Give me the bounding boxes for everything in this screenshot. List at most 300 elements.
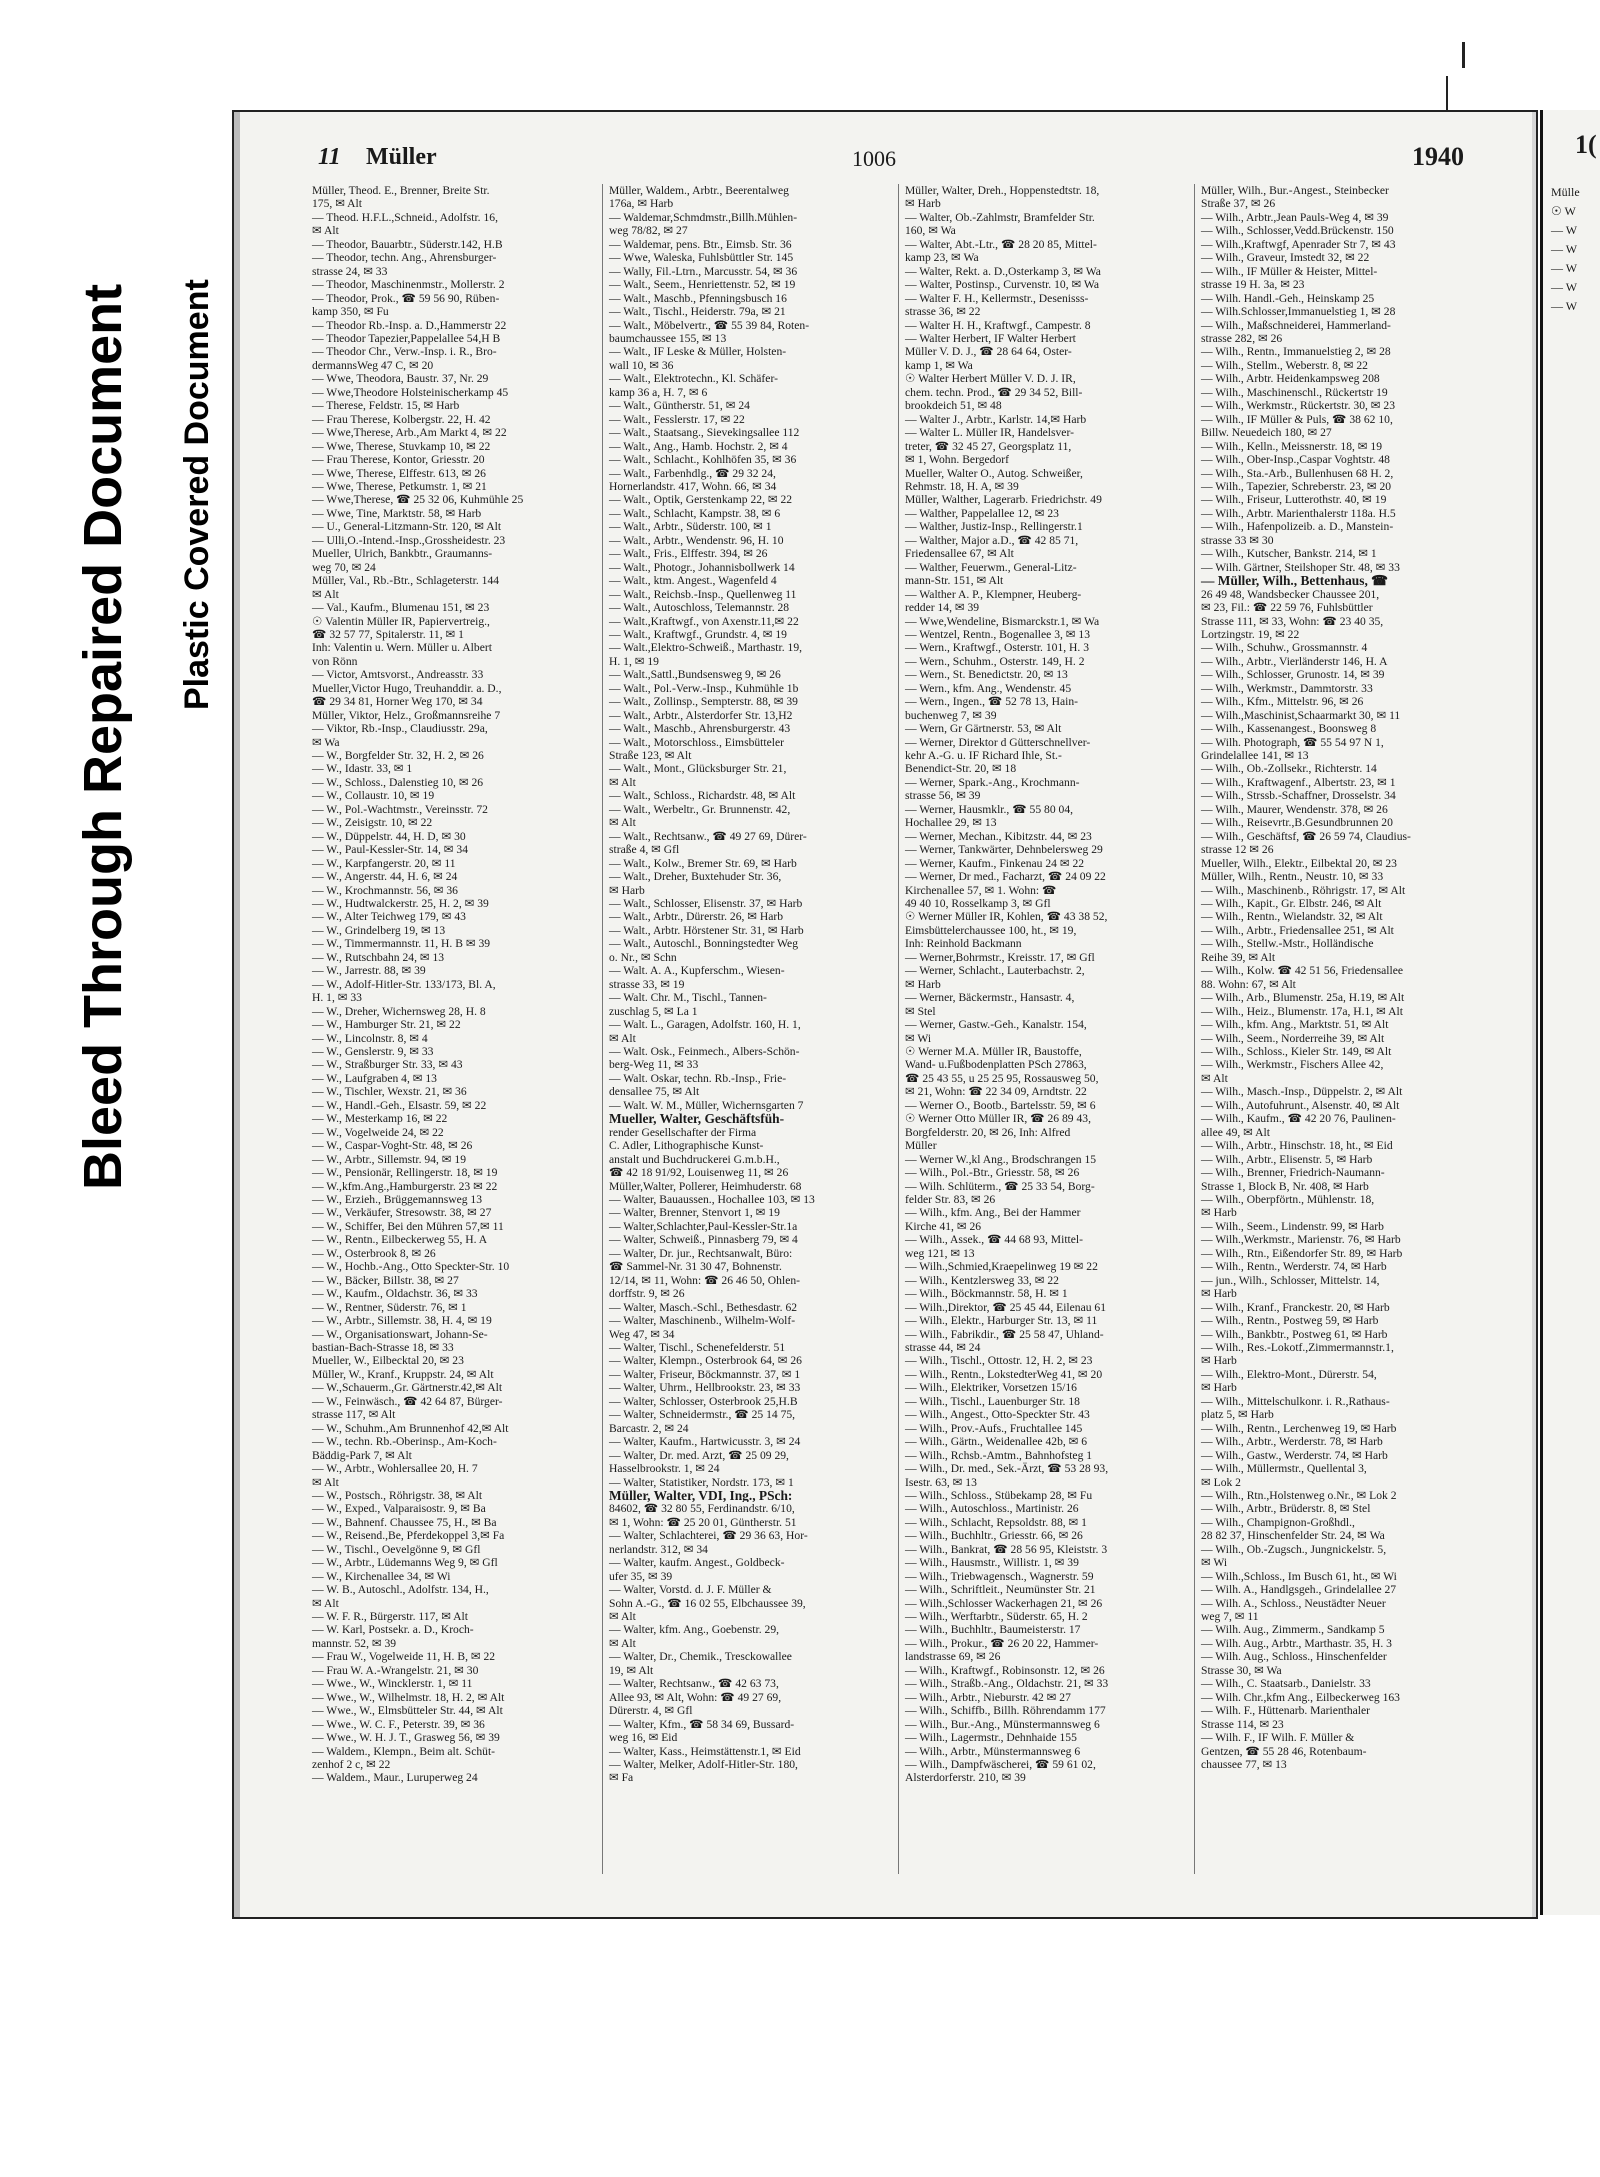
directory-entry: — Walther, Major a.D., ☎ 42 85 71, [905,533,1079,547]
directory-entry: — W., Pol.-Wachtmstr., Vereinsstr. 72 [312,802,488,816]
directory-entry: — Walter, Kfm., ☎ 58 34 69, Bussard- [609,1717,795,1731]
next-page-edge [1540,110,1600,1915]
directory-entry: — Wilh., Masch.-Insp., Düppelstr. 2, ✉ Alt [1201,1085,1403,1099]
directory-entry: — Walt., Maschb., Ahrensburgerstr. 43 [609,722,791,736]
directory-entry: — Wern., Kraftwgf., Osterstr. 101, H. 3 [905,641,1089,655]
directory-entry: — Walter, kfm. Ang., Goebenstr. 29, [609,1623,780,1637]
directory-entry: — Wilh., Autofuhrunt., Alsenstr. 40, ✉ Alt [1201,1098,1400,1112]
directory-entry: ☎ 29 34 81, Horner Weg 170, ✉ 34 [312,695,483,709]
directory-entry: — Wilh.,Kraftwgf, Apenrader Str 7, ✉ 43 [1201,237,1396,251]
directory-entry: Friedensallee 67, ✉ Alt [905,547,1014,561]
directory-entry: — Wilh., Mittelschulkonr. i. R.,Rathaus- [1201,1394,1390,1408]
directory-entry: — Walter, Postinsp., Curvenstr. 10, ✉ Wa [905,278,1100,292]
directory-entry: bastian-Bach-Strasse 18, ✉ 33 [312,1340,454,1354]
directory-entry: Müller, Wilh., Rentn., Neustr. 10, ✉ 33 [1201,870,1384,884]
directory-entry: — Walter H. H., Kraftwgf., Campestr. 8 [905,318,1091,332]
directory-entry: — W., techn. Rb.-Oberinsp., Am-Koch- [312,1435,497,1449]
directory-entry: — Wilh., Friseur, Lutterothstr. 40, ✉ 19 [1201,493,1387,507]
directory-column-4 [1194,184,1471,1874]
directory-entry: dorffstr. 9, ✉ 26 [609,1287,685,1301]
directory-entry: — Wilh., Hafenpolizeib. a. D., Manstein- [1201,520,1394,534]
directory-entry: — W., Idastr. 33, ✉ 1 [312,762,413,776]
directory-entry: — Walt. W. M., Müller, Wichernsgarten 7 [609,1098,804,1112]
directory-entry: Mueller, Walter, Geschäftsfüh- [609,1112,785,1126]
directory-entry: ✉ Alt [312,1596,339,1610]
directory-entry: — Müller, Wilh., Bettenhaus, ☎ [1201,574,1388,588]
directory-entry: — W., Dreher, Wichernsweg 28, H. 8 [312,1004,486,1018]
directory-entry: Mueller, Walter O., Autog. Schweißer, [905,466,1083,480]
directory-entry: — Walter,Schlachter,Paul-Kessler-Str.1a [609,1219,798,1233]
directory-entry: ✉ Harb [1201,1354,1237,1368]
directory-entry: — Walter, Schlachterei, ☎ 29 36 63, Hor- [609,1529,808,1543]
directory-entry: kamp 1, ✉ Wa [905,358,973,372]
directory-entry: Reihe 39, ✉ Alt [1201,950,1276,964]
directory-entry: treter, ☎ 32 45 27, Georgsplatz 11, [905,439,1072,453]
directory-entry: — Walt., Reichsb.-Insp., Quellenweg 11 [609,587,797,601]
directory-entry: — Walter, Schneidermstr., ☎ 25 14 75, [609,1408,796,1422]
directory-entry: — W., Pensionär, Rellingerstr. 18, ✉ 19 [312,1166,498,1180]
directory-entry: — Wilh., Dampfwäscherei, ☎ 59 61 02, [905,1758,1096,1772]
directory-entry: — Wilh., Dr. med., Sek.-Ärzt, ☎ 53 28 93, [905,1462,1109,1476]
directory-entry: Müller, Theod. E., Brenner, Breite Str. [312,184,490,197]
directory-entry: ✉ Harb [905,977,941,991]
directory-entry: — Wilh., Elektr., Harburger Str. 13, ✉ 11 [905,1314,1098,1328]
section-letter: 11 [318,144,341,170]
directory-entry: — Viktor, Rb.-Insp., Claudiusstr. 29a, [312,722,488,736]
directory-entry: Grindelallee 141, ✉ 13 [1201,749,1309,763]
next-page-number: 1( [1575,130,1597,159]
directory-entry: 84602, ☎ 32 80 55, Ferdinandstr. 6/10, [609,1502,795,1516]
directory-entry: — Wilh. F., IF Wilh. F. Müller & [1201,1731,1355,1745]
directory-entry: — Theodor Chr., Verw.-Insp. i. R., Bro- [312,345,497,359]
directory-entry: wall 10, ✉ 36 [609,358,674,372]
next-page-entry: ☉ W [1551,204,1576,218]
directory-entry: Müller [905,1139,937,1153]
directory-entry: — Wilh., Graveur, Imstedt 32, ✉ 22 [1201,251,1370,265]
directory-entry: — Wilh., Stellm., Weberstr. 8, ✉ 22 [1201,358,1368,372]
running-surname: Müller [366,144,437,170]
directory-entry: ✉ Lok 2 [1201,1475,1241,1489]
directory-entry: Straße 37, ✉ 26 [1201,197,1276,211]
directory-entry: — Wilh., Gärtn., Weidenallee 42b, ✉ 6 [905,1435,1088,1449]
directory-entry: — Walt., Schlosser, Elisenstr. 37, ✉ Harb [609,897,803,911]
directory-entry: — Walter, Masch.-Schl., Bethesdastr. 62 [609,1300,798,1314]
directory-entry: — Wwe., W., Wilhelmstr. 18, H. 2, ✉ Alt [312,1690,505,1704]
directory-entry: — Werner, Dr med., Facharzt, ☎ 24 09 22 [905,870,1106,884]
directory-entry: — Walter, Kass., Heimstättenstr.1, ✉ Eid [609,1744,801,1758]
directory-entry: — W., Collaustr. 10, ✉ 19 [312,789,435,803]
directory-entry: — Theodor, Bauarbtr., Süderstr.142, H.B [312,237,503,251]
directory-entry: — Wern., kfm. Ang., Wendenstr. 45 [905,681,1072,695]
directory-column-2 [602,184,879,1874]
directory-entry: — Wwe, Waleska, Fuhlsbüttler Str. 145 [609,251,794,265]
directory-entry: — W.,kfm.Ang.,Hamburgerstr. 23 ✉ 22 [312,1179,498,1193]
directory-entry: — Theodor, Prok., ☎ 59 56 90, Rüben- [312,291,500,305]
directory-entry: Müller, Walter, Dreh., Hoppenstedtstr. 18, [905,184,1100,197]
directory-entry: ✉ Harb [1201,1287,1237,1301]
directory-entry: strasse 56, ✉ 39 [905,789,981,803]
directory-entry: — Wilh., Tapezier, Schreberstr. 23, ✉ 20 [1201,479,1392,493]
directory-entry: — Wilh. Aug., Zimmerm., Sandkamp 5 [1201,1623,1385,1637]
directory-entry: — Walt.,Sattl.,Bundsensweg 9, ✉ 26 [609,668,781,682]
directory-entry: buchenweg 7, ✉ 39 [905,708,997,722]
directory-entry: — Wilh., Seem., Lindenstr. 99, ✉ Harb [1201,1219,1384,1233]
directory-entry: — Walt., ktm. Angest., Wagenfeld 4 [609,574,777,588]
directory-entry: — Walt.,Elektro-Schweiß., Marthastr. 19, [609,641,803,655]
directory-entry: — W., Lincolnstr. 8, ✉ 4 [312,1031,428,1045]
next-page-entry: — W [1551,299,1578,313]
directory-entry: — W., Tischl., Oevelgönne 9, ✉ Gfl [312,1542,481,1556]
directory-entry: — Wilh., Champignon-Großhdl., [1201,1515,1355,1529]
directory-entry: — Wilh. Aug., Arbtr., Marthastr. 35, H. 3 [1201,1636,1392,1650]
directory-entry: — Wilh., Rentn., Postweg 59, ✉ Harb [1201,1314,1379,1328]
directory-entry: — Walter, Vorstd. d. J. F. Müller & [609,1583,772,1597]
scan-marks [1440,42,1480,112]
directory-entry: — Wwe, Therese, Stuvkamp 10, ✉ 22 [312,439,491,453]
directory-entry: — W., Mesterkamp 16, ✉ 22 [312,1112,448,1126]
directory-entry: — Wilh., Autoschloss., Martinistr. 26 [905,1502,1079,1516]
directory-entry: — Wilh., Kraftwagenf., Albertstr. 23, ✉ 1 [1201,775,1396,789]
directory-entry: — Wilh. Photograph, ☎ 55 54 97 N 1, [1201,735,1384,749]
directory-entry: — Wilh., Gastw., Werderstr. 74, ✉ Harb [1201,1448,1388,1462]
directory-entry: Billw. Neuedeich 180, ✉ 27 [1201,426,1332,440]
directory-entry: — Wilh., Elektro-Mont., Dürerstr. 54, [1201,1367,1377,1381]
directory-entry: — Walter, Uhrm., Hellbrookstr. 23, ✉ 33 [609,1381,801,1395]
directory-entry: dermannsWeg 47 C, ✉ 20 [312,358,434,372]
directory-entry: strasse 33 ✉ 30 [1201,533,1274,547]
directory-entry: — Frau Therese, Kolbergstr. 22, H. 42 [312,412,491,426]
directory-entry: — Waldem., Maur., Luruperweg 24 [312,1771,478,1785]
directory-entry: — Walt., Fesslerstr. 17, ✉ 22 [609,412,745,426]
directory-entry: strasse 33, ✉ 19 [609,977,685,991]
directory-entry: 26 49 48, Wandsbecker Chaussee 201, [1201,587,1380,601]
directory-entry: — Wilh., Arbtr., Münstermannsweg 6 [905,1744,1081,1758]
directory-entry: — Wally, Fil.-Ltrn., Marcusstr. 54, ✉ 36 [609,264,798,278]
directory-entry: — Walther, Feuerwm., General-Litz- [905,560,1077,574]
directory-entry: Mueller,Victor Hugo, Treuhanddir. a. D., [312,681,502,695]
directory-entry: ✉ Alt [312,1475,339,1489]
directory-entry: — W., Hochb.-Ang., Otto Speckter-Str. 10 [312,1260,510,1274]
directory-entry: ✉ Harb [1201,1381,1237,1395]
directory-entry: ☉ Valentin Müller IR, Papiervertreig., [312,614,490,628]
directory-entry: Alsterdorferstr. 210, ✉ 39 [905,1771,1026,1785]
directory-entry: ✉ Alt [609,1636,636,1650]
directory-entry: — Walt., Güntherstr. 51, ✉ 24 [609,399,750,413]
directory-entry: — Walt., Rechtsanw., ☎ 49 27 69, Dürer- [609,829,807,843]
directory-entry: — Wilh., Rentn., Werderstr. 74, ✉ Harb [1201,1260,1387,1274]
directory-entry: — W., Krochmannstr. 56, ✉ 36 [312,883,458,897]
directory-entry: ☎ 25 43 55, u 25 25 95, Rossausweg 50, [905,1071,1099,1085]
directory-entry: Allee 93, ✉ Alt, Wohn: ☎ 49 27 69, [609,1690,782,1704]
directory-entry: — Wwe,Theodore Holsteinischerkamp 45 [312,385,509,399]
directory-entry: — Wilh., Reisevrtr.,B.Gesundbrunnen 20 [1201,816,1393,830]
directory-entry: anstalt und Buchdruckerei G.m.b.H., [609,1152,780,1166]
directory-entry: — Walt., Arbtr. Hörstener Str. 31, ✉ Harb [609,923,804,937]
label-repaired-document: Repaired Document [73,283,133,794]
directory-entry: — Wilh., IF Müller & Heister, Mittel- [1201,264,1378,278]
directory-entry: Müller, W., Kranf., Kruppstr. 24, ✉ Alt [312,1367,494,1381]
directory-entry: Benendict-Str. 20, ✉ 18 [905,762,1017,776]
next-page-entry: — W [1551,280,1578,294]
directory-entry: — Wern., St. Benedictstr. 20, ✉ 13 [905,668,1068,682]
directory-entry: — W. F. R., Bürgerstr. 117, ✉ Alt [312,1610,468,1624]
directory-entry: zenhof 2 c, ✉ 22 [312,1758,391,1772]
directory-entry: — Wilh. Aug., Schloss., Hinschenfelder [1201,1650,1387,1664]
directory-entry: 160, ✉ Wa [905,224,956,238]
directory-entry: — Wilh., IF Müller & Puls, ☎ 38 62 10, [1201,412,1393,426]
directory-entry: ☉ Walter Herbert Müller V. D. J. IR, [905,372,1076,386]
directory-entry: — Wilh., Kranf., Franckestr. 20, ✉ Harb [1201,1300,1390,1314]
directory-entry: — Wilh., Assek., ☎ 44 68 93, Mittel- [905,1233,1084,1247]
directory-entry: render Gesellschafter der Firma [609,1125,757,1139]
directory-entry: Müller, Walther, Lagerarb. Friedrichstr. 49 [905,493,1102,507]
directory-entry: Straße 123, ✉ Alt [609,749,692,763]
directory-entry: — Wilh., Prov.-Aufs., Fruchtallee 145 [905,1421,1083,1435]
directory-entry: — Wilh.Schlosser,Immanuelstieg 1, ✉ 28 [1201,305,1396,319]
directory-entry: — Wilh., Maßschneiderei, Hammerland- [1201,318,1391,332]
directory-entry: brookdeich 51, ✉ 48 [905,399,1002,413]
directory-entry: 28 82 37, Hinschenfelder Str. 24, ✉ Wa [1201,1529,1385,1543]
directory-entry: — Wilh. Schlüterm., ☎ 25 33 54, Borg- [905,1179,1095,1193]
directory-entry: — Wilh.,Direktor, ☎ 25 45 44, Eilenau 61 [905,1300,1107,1314]
directory-entry: — Wilh., Brenner, Friedrich-Naumann- [1201,1166,1385,1180]
directory-entry: — Wilh. Handl.-Geh., Heinskamp 25 [1201,291,1375,305]
directory-entry: strasse 282, ✉ 26 [1201,331,1283,345]
directory-entry: — Walt., Werbeltr., Gr. Brunnenstr. 42, [609,802,791,816]
directory-entry: — Wilh., Ober-Insp.,Caspar Voghtstr. 48 [1201,453,1390,467]
directory-entry: — Walther, Justiz-Insp., Rellingerstr.1 [905,520,1083,534]
directory-entry: — Walter, Melker, Adolf-Hitler-Str. 180, [609,1758,798,1772]
directory-entry: — Wilh., Arb., Blumenstr. 25a, H.19, ✉ Alt [1201,991,1405,1005]
directory-entry: — W., Arbtr., Sillemstr. 94, ✉ 19 [312,1152,467,1166]
directory-entry: — Waldem., Klempn., Beim alt. Schüt- [312,1744,496,1758]
directory-entry: — W. Karl, Postsekr. a. D., Kroch- [312,1623,474,1637]
directory-entry: weg 121, ✉ 13 [905,1246,975,1260]
directory-entry: Rehmstr. 18, H. A, ✉ 39 [905,479,1019,493]
directory-entry: — W. B., Autoschl., Adolfstr. 134, H., [312,1583,489,1597]
directory-entry: Inh: Reinhold Backmann [905,937,1022,951]
directory-entry: strasse 19 H. 3a, ✉ 23 [1201,278,1305,292]
directory-entry: — W., Kaufm., Oldachstr. 36, ✉ 33 [312,1287,478,1301]
directory-entry: — Walter, Bauaussen., Hochallee 103, ✉ 13 [609,1192,815,1206]
directory-entry: — Wilh., Rentn., Immanuelstieg 2, ✉ 28 [1201,345,1391,359]
directory-entry: — Theodor, techn. Ang., Ahrensburger- [312,251,497,265]
label-plastic-covered: Plastic Covered Document [178,279,216,710]
directory-entry: — W., Karpfangerstr. 20, ✉ 11 [312,856,456,870]
directory-entry: — Wwe, Theodora, Baustr. 37, Nr. 29 [312,372,489,386]
directory-entry: — Walter, Tischl., Schenefelderstr. 51 [609,1340,786,1354]
directory-entry: — Wilh.,Maschinist,Schaarmarkt 30, ✉ 11 [1201,708,1401,722]
edition-year: 1940 [1412,142,1464,171]
directory-entry: — Walt., Arbtr., Dürerstr. 26, ✉ Harb [609,910,784,924]
directory-entry: — Wilh., Kolw. ☎ 42 51 56, Friedensallee [1201,964,1404,978]
directory-entry: — Wwe., W. H. J. T., Grasweg 56, ✉ 39 [312,1731,500,1745]
directory-entry: — Wilh., Strssb.-Schaffner, Drosselstr. 34 [1201,789,1396,803]
directory-entry: H. 1, ✉ 19 [609,654,659,668]
directory-entry: ☉ Werner M.A. Müller IR, Baustoffe, [905,1045,1082,1058]
directory-entry: — Werner, Direktor d Gütterschnellver- [905,735,1091,749]
directory-entry: — Walther A. P., Klempner, Heuberg- [905,587,1082,601]
label-bleed-repaired [72,284,134,1190]
directory-entry: — W., Rentn., Eilbeckerweg 55, H. A [312,1233,488,1247]
directory-entry: strasse 12 ✉ 26 [1201,843,1274,857]
directory-entry: Weg 47, ✉ 34 [609,1327,675,1341]
directory-entry: — Wilh., Oberpförtn., Mühlenstr. 18, [1201,1192,1375,1206]
directory-entry: — Wilh., Müllermstr., Quellental 3, [1201,1462,1367,1476]
directory-entry: — Walter, Maschinenb., Wilhelm-Wolf- [609,1314,796,1328]
directory-entry: — Wwe., W., Elmsbütteler Str. 44, ✉ Alt [312,1704,503,1718]
directory-entry: — Walt., Ang., Hamb. Hochstr. 2, ✉ 4 [609,439,788,453]
directory-entry: Inh: Valentin u. Wern. Müller u. Albert [312,641,492,655]
directory-entry: — W., Feinwäsch., ☎ 42 64 87, Bürger- [312,1394,503,1408]
directory-entry: zuschlag 5, ✉ La 1 [609,1004,698,1018]
directory-entry: ✉ Alt [609,1610,636,1624]
directory-entry: platz 5, ✉ Harb [1201,1408,1274,1422]
next-page-entry: — W [1551,223,1578,237]
directory-entry: Müller, Waldem., Arbtr., Beerentalweg [609,184,789,197]
directory-entry: — W., Rentner, Süderstr. 76, ✉ 1 [312,1300,467,1314]
directory-entry: — Therese, Feldstr. 15, ✉ Harb [312,399,460,413]
page-header [312,140,1484,180]
directory-entry: — Wilh., Maurer, Wendenstr. 378, ✉ 26 [1201,802,1388,816]
directory-entry: — Walt., Elektrotechn., Kl. Schäfer- [609,372,778,386]
directory-entry: strasse 24, ✉ 33 [312,264,388,278]
directory-entry: — Walt., Optik, Gerstenkamp 22, ✉ 22 [609,493,793,507]
directory-entry: ✉ Alt [609,1031,636,1045]
directory-entry: — Wilh., Schlosser, Grunostr. 14, ✉ 39 [1201,668,1385,682]
directory-entry: 88. Wohn: 67, ✉ Alt [1201,977,1296,991]
directory-entry: — Walter J., Arbtr., Karlstr. 14,✉ Harb [905,412,1087,426]
directory-entry: mann-Str. 151, ✉ Alt [905,574,1004,588]
directory-entry: — W., Borgfelder Str. 32, H. 2, ✉ 26 [312,749,484,763]
directory-entry: — Wilh., Böckmannstr. 58, H. ✉ 1 [905,1287,1068,1301]
directory-entry: ✉ 1, Wohn. Bergedorf [905,453,1009,467]
directory-entry: Hasselbrookstr. 1, ✉ 24 [609,1462,720,1476]
directory-entry: felder Str. 83, ✉ 26 [905,1192,996,1206]
directory-entry: — Wilh.,Schlosser Wackerhagen 21, ✉ 26 [905,1596,1103,1610]
directory-entry: — Wilh., Buchhltr., Baumeisterstr. 17 [905,1623,1081,1637]
directory-entry: — Werner O., Bootb., Bartelsstr. 59, ✉ 6 [905,1098,1096,1112]
directory-entry: 176a, ✉ Harb [609,197,674,211]
directory-entry: weg 70, ✉ 24 [312,560,376,574]
directory-entry: — Wilh., Arbtr., Friedensallee 251, ✉ Alt [1201,923,1394,937]
directory-entry: — Wilh., Tischl., Ottostr. 12, H. 2, ✉ 23 [905,1354,1093,1368]
directory-entry: — W., Genslerstr. 9, ✉ 33 [312,1045,434,1058]
directory-entry: ✉ 21, Wohn: ☎ 22 34 09, Arndtstr. 22 [905,1085,1087,1099]
directory-entry: — Waldemar, pens. Btr., Eimsb. Str. 36 [609,237,792,251]
directory-entry: — Walt., Pol.-Verw.-Insp., Kuhmühle 1b [609,681,799,695]
directory-entry: — Frau W. A.-Wrangelstr. 21, ✉ 30 [312,1663,479,1677]
directory-entry: — W., Organisationswart, Johann-Se- [312,1327,488,1341]
directory-entry: — Wilh., Bankrat, ☎ 28 56 95, Kleiststr. 3 [905,1542,1108,1556]
directory-entry: Bäddig-Park 7, ✉ Alt [312,1448,412,1462]
directory-entry: — Walter, Statistiker, Nordstr. 173, ✉ 1 [609,1475,794,1489]
directory-entry: — W., Rutschbahn 24, ✉ 13 [312,950,445,964]
directory-entry: — W., Laufgraben 4, ✉ 13 [312,1071,437,1085]
directory-entry: — Walter L. Müller IR, Handelsver- [905,426,1074,440]
directory-entry: — Walt., IF Leske & Müller, Holsten- [609,345,787,359]
directory-entry: — Wilh., Kassenangest., Boonsweg 8 [1201,722,1377,736]
directory-entry: — Walt., Dreher, Buxtehuder Str. 36, [609,870,782,884]
directory-entry: ✉ Harb [905,197,941,211]
directory-entry: — W., Bäcker, Billstr. 38, ✉ 27 [312,1273,459,1287]
directory-entry: — Wilh., Arbtr., Hinschstr. 18, ht., ✉ Eid [1201,1139,1393,1153]
archive-labels [60,230,240,1230]
directory-entry: Kirchenallee 57, ✉ 1. Wohn: ☎ [905,883,1057,897]
directory-entry: ✉ Wa [312,735,340,749]
directory-entry: — jun., Wilh., Schlosser, Mittelstr. 14, [1201,1273,1380,1287]
directory-entry: — Walter, Kaufm., Hartwicusstr. 3, ✉ 24 [609,1435,801,1449]
directory-entry: — W., Hudtwalckerstr. 25, H. 2, ✉ 39 [312,897,489,911]
directory-entry: — W., Schiffer, Bei den Mühren 57,✉ 11 [312,1219,504,1233]
directory-entry: — Wwe,Therese, ☎ 25 32 06, Kuhmühle 25 [312,493,524,507]
directory-entry: Hornerlandstr. 417, Wohn. 66, ✉ 34 [609,479,777,493]
directory-entry: — W., Reisend.,Be, Pferdekoppel 3,✉ Fa [312,1529,505,1543]
directory-entry: — Theodor Rb.-Insp. a. D.,Hammerstr 22 [312,318,507,332]
directory-entry: Mueller, W., Eilbecktal 20, ✉ 23 [312,1354,464,1368]
directory-entry: — Wilh., Arbtr. Heidenkampsweg 208 [1201,372,1380,386]
directory-entry: — Wilh., Schuhw., Grossmannstr. 4 [1201,641,1368,655]
directory-entry: — Wilh., Kraftwgf., Robinsonstr. 12, ✉ 26 [905,1663,1105,1677]
directory-entry: strasse 44, ✉ 24 [905,1340,981,1354]
directory-entry: Barcastr. 2, ✉ 24 [609,1421,689,1435]
directory-entry: kamp 23, ✉ Wa [905,251,979,265]
directory-entry: ✉ Alt [312,587,339,601]
directory-entry: — Walter, Brenner, Stenvort 1, ✉ 19 [609,1206,780,1220]
directory-entry: Strasse 30, ✉ Wa [1201,1663,1282,1677]
directory-entry: ☎ 42 18 91/92, Louisenweg 11, ✉ 26 [609,1166,789,1180]
page-number: 1006 [852,146,896,171]
directory-entry: — U., General-Litzmann-Str. 120, ✉ Alt [312,520,502,534]
directory-entry: — Walter, Dr., Chemik., Tresckowallee [609,1650,792,1664]
directory-entry: berg-Weg 11, ✉ 33 [609,1058,699,1072]
directory-entry: — Theodor Tapezier,Pappelallee 54,H B [312,331,501,345]
directory-entry: Müller,Walter, Pollerer, Heimhuderstr. 68 [609,1179,802,1193]
directory-entry: — Walt., Schlacht., Kohlhöfen 35, ✉ 36 [609,453,797,467]
directory-entry: ✉ 23, Fil.: ☎ 22 59 76, Fuhlsbüttler [1201,601,1373,615]
directory-entry: — Wilh., Rentn., Wielandstr. 32, ✉ Alt [1201,910,1383,924]
directory-entry: — Wilh., Bankbtr., Postweg 61, ✉ Harb [1201,1327,1388,1341]
directory-entry: Strasse 111, ✉ 33, Wohn: ☎ 23 40 35, [1201,614,1384,628]
directory-entry: 19, ✉ Alt [609,1663,654,1677]
directory-entry: — Wilh. A., Handlgsgeh., Grindelallee 27 [1201,1583,1397,1597]
directory-entry: — W., Adolf-Hitler-Str. 133/173, Bl. A, [312,977,496,991]
directory-entry: — Wilh., Kentzlersweg 33, ✉ 22 [905,1273,1059,1287]
directory-entry: — Wilh., Prokur., ☎ 26 20 22, Hammer- [905,1636,1099,1650]
directory-entry: — Wilh., Maschinenb., Röhrigstr. 17, ✉ Alt [1201,883,1406,897]
directory-entry: — Wilh., Arbtr. Marienthalerstr 118a. H.5 [1201,506,1396,520]
directory-entry: — Wwe, Tine, Marktstr. 58, ✉ Harb [312,506,482,520]
directory-entry: — Wilh., Fabrikdir., ☎ 25 58 47, Uhland- [905,1327,1104,1341]
directory-entry: ✉ Alt [609,816,636,830]
directory-entry: — Wilh., Lagermstr., Dehnhaide 155 [905,1731,1077,1745]
directory-entry: — Walter, Dr. med. Arzt, ☎ 25 09 29, [609,1448,789,1462]
directory-entry: — Walter, Dr. jur., Rechtsanwalt, Büro: [609,1246,793,1260]
directory-entry: — Walt. Osk., Feinmech., Albers-Schön- [609,1045,800,1058]
directory-entry: — Wilh., Kfm., Mittelstr. 96, ✉ 26 [1201,695,1364,709]
directory-entry: — Wilh., Arbtr., Werderstr. 78, ✉ Harb [1201,1435,1383,1449]
directory-entry: — W., Postsch., Röhrigstr. 38, ✉ Alt [312,1488,483,1502]
directory-entry: — Wilh.,Werkmstr., Marienstr. 76, ✉ Harb [1201,1233,1401,1247]
directory-entry: Eimsbüttelerchaussee 100, ht., ✉ 19, [905,923,1077,937]
directory-columns [306,184,1486,1884]
directory-entry: allee 49, ✉ Alt [1201,1125,1270,1139]
directory-entry: strasse 36, ✉ 22 [905,305,981,319]
directory-entry: — Waldemar,Schmdmstr.,Billh.Mühlen- [609,210,798,224]
directory-entry: — Walt., Kolw., Bremer Str. 69, ✉ Harb [609,856,797,870]
directory-entry: Gentzen, ☎ 55 28 46, Rotenbaum- [1201,1744,1367,1758]
directory-entry: Sohn A.-G., ☎ 16 02 55, Elbchaussee 39, [609,1596,806,1610]
